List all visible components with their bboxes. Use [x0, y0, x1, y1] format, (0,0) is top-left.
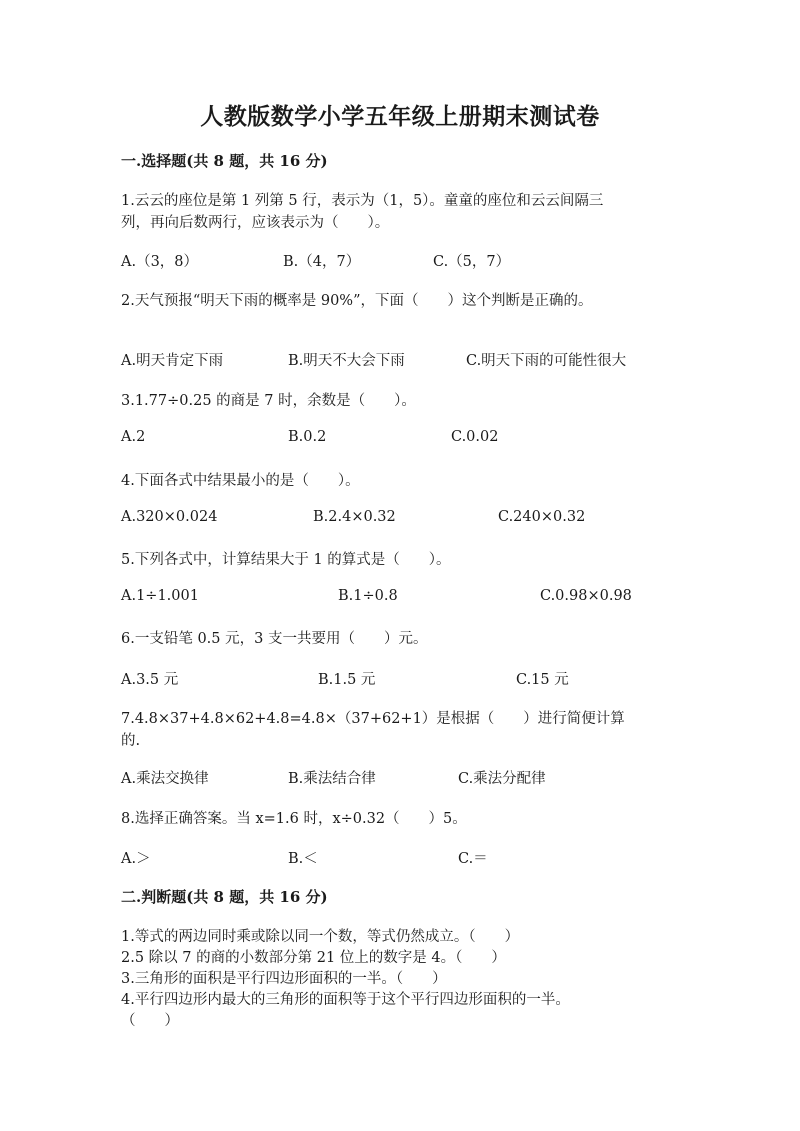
question-3-option-a: A.2 — [121, 429, 146, 445]
question-1-line-2: 列，再向后数两行，应该表示为（ ）。 — [121, 215, 390, 231]
question-2-option-c: C.明天下雨的可能性很大 — [466, 353, 627, 369]
question-8-option-b: B.＜ — [288, 851, 318, 867]
question-1-option-c: C.（5，7） — [433, 254, 511, 270]
question-6-option-c: C.15 元 — [516, 672, 569, 688]
question-6-line-1: 6.一支铅笔 0.5 元，3 支一共要用（ ）元。 — [121, 631, 428, 647]
question-7-option-c: C.乘法分配律 — [458, 771, 546, 787]
question-7-line-2: 的. — [121, 733, 141, 749]
question-1-line-1: 1.云云的座位是第 1 列第 5 行，表示为（1，5）。童童的座位和云云间隔三 — [121, 193, 604, 209]
question-7-option-b: B.乘法结合律 — [288, 771, 376, 787]
page-title: 人教版数学小学五年级上册期末测试卷 — [200, 103, 600, 130]
judgement-line-3: 3.三角形的面积是平行四边形面积的一半。（ ） — [121, 971, 447, 987]
section-heading-choice: 一.选择题(共 8 题，共 16 分) — [121, 152, 328, 170]
section-heading-judgement: 二.判断题(共 8 题，共 16 分) — [121, 888, 328, 906]
question-5-option-c: C.0.98×0.98 — [540, 588, 632, 604]
question-8-option-a: A.＞ — [121, 851, 151, 867]
question-8-line-1: 8.选择正确答案。当 x=1.6 时，x÷0.32（ ）5。 — [121, 811, 467, 827]
question-1-option-a: A.（3，8） — [121, 254, 199, 270]
question-7-line-1: 7.4.8×37+4.8×62+4.8=4.8×（37+62+1）是根据（ ）进行简便计算 — [121, 711, 625, 727]
question-5-line-1: 5.下列各式中，计算结果大于 1 的算式是（ ）。 — [121, 552, 451, 568]
question-4-option-c: C.240×0.32 — [498, 509, 586, 525]
question-4-option-a: A.320×0.024 — [121, 509, 218, 525]
question-2-option-a: A.明天肯定下雨 — [121, 353, 224, 369]
question-6-option-a: A.3.5 元 — [121, 672, 179, 688]
question-1-option-b: B.（4，7） — [283, 254, 361, 270]
question-8-option-c: C.＝ — [458, 851, 488, 867]
question-3-option-c: C.0.02 — [451, 429, 499, 445]
judgement-line-4: 4.平行四边形内最大的三角形的面积等于这个平行四边形面积的一半。 — [121, 992, 570, 1008]
question-2-option-b: B.明天不大会下雨 — [288, 353, 405, 369]
question-4-option-b: B.2.4×0.32 — [313, 509, 396, 525]
judgement-line-2: 2.5 除以 7 的商的小数部分第 21 位上的数字是 4。（ ） — [121, 950, 506, 966]
question-3-line-1: 3.1.77÷0.25 的商是 7 时，余数是（ ）。 — [121, 393, 416, 409]
judgement-line-1: 1.等式的两边同时乘或除以同一个数，等式仍然成立。（ ） — [121, 929, 520, 945]
question-5-option-b: B.1÷0.8 — [338, 588, 398, 604]
question-4-line-1: 4.下面各式中结果最小的是（ ）。 — [121, 473, 360, 489]
judgement-line-5: （ ） — [121, 1013, 179, 1029]
question-7-option-a: A.乘法交换律 — [121, 771, 209, 787]
question-5-option-a: A.1÷1.001 — [121, 588, 199, 604]
question-6-option-b: B.1.5 元 — [318, 672, 376, 688]
question-2-line-1: 2.天气预报“明天下雨的概率是 90%”，下面（ ）这个判断是正确的。 — [121, 293, 593, 309]
question-3-option-b: B.0.2 — [288, 429, 327, 445]
